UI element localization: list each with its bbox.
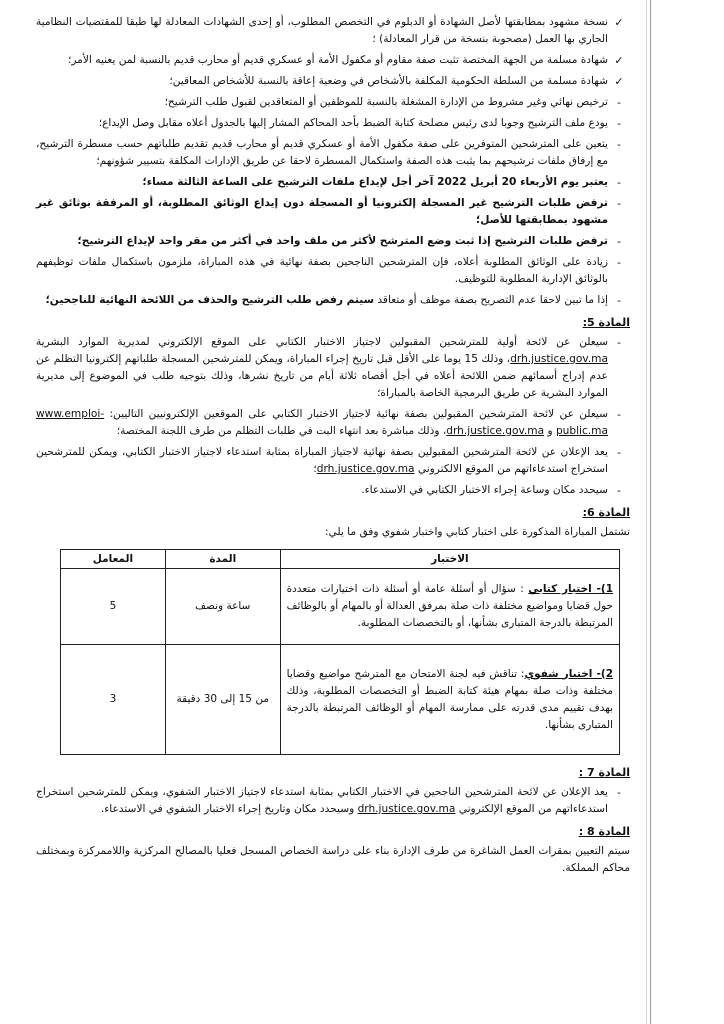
list-item-text: يعتبر يوم الأربعاء 20 أبريل 2022 آخر أجل لإيداع ملفات الترشيح على الساعة الثالثة مساء؛ — [142, 176, 608, 188]
list-marker: - — [617, 256, 621, 269]
article-7-heading: المادة 7 : — [578, 766, 630, 779]
list-item — [36, 254, 630, 288]
table-row — [61, 569, 620, 645]
article-5-item-text: يعد الإعلان عن لائحة المترشحين المقبولين بصفة نهائية لاجتياز المباراة بمثابة استدعاء لاجتياز الاختبار الكتابي، ويمكن للمترشحين استخراج استدعاءاتهم من الموقع الالكتروني — [36, 446, 608, 475]
list-marker: - — [617, 786, 621, 799]
exam-duration: من 15 إلى 30 دقيقة — [165, 645, 280, 755]
website-link[interactable]: drh.justice.gov.ma — [316, 463, 415, 475]
article-5-heading: المادة 5: — [582, 316, 630, 329]
margin-line — [650, 0, 651, 1024]
checkmark-icon: ✓ — [614, 75, 624, 88]
column-header-duration: المدة — [165, 550, 280, 569]
list-marker: - — [617, 96, 621, 109]
exam-table — [60, 549, 620, 755]
list-marker: - — [617, 176, 621, 189]
article-5-item-text: و — [544, 425, 556, 437]
exam-text: : تناقش فيه لجنة الامتحان مع المترشح مواضيع وقضايا مختلفة وذات صلة بمهام هيئة كتابة الضبط أو التخصصات المطلوبة، وذلك بهدف تقييم مدى قدرته على ممارسة المهام أو الوظائف المرتبطة بالدرجة المتبارى بشأنها. — [286, 667, 613, 731]
article-5-item-text: ، وذلك مباشرة بعد انتهاء البت في طلبات التظلم من طرف اللجنة المختصة؛ — [116, 425, 447, 437]
article-5-item — [36, 482, 630, 499]
exam-coefficient: 5 — [61, 569, 166, 645]
exam-text: : سؤال أو أسئلة عامة أو أسئلة ذات اختيارات متعددة حول قضايا ومواضيع مختلفة ذات صلة بمرفق العدالة أو بالمهام أو بالوظائف المرتبطة بالدرجة المتبارى بشأنها، أو بالتخصصات المطلوبة. — [286, 583, 613, 629]
list-marker: - — [617, 138, 621, 151]
list-item — [36, 195, 630, 229]
list-marker: - — [617, 336, 621, 349]
exam-label: 2)- اختبار شفوي — [524, 667, 613, 680]
list-item — [36, 14, 630, 48]
article-5-item-text: سيعلن عن لائحة أولية للمترشحين المقبولين لاجتياز الاختبار الكتابي على الموقع الإلكتروني لمديرية الموارد البشرية — [36, 336, 608, 348]
list-item-text: ترفض طلبات الترشيح إذا ثبت وضع المترشح لأكثر من ملف واحد في أكثر من مقر واحد لإيداع الترشيح؛ — [77, 235, 608, 247]
checkmark-icon: ✓ — [614, 16, 624, 29]
table-row — [61, 645, 620, 755]
website-link[interactable]: drh.justice.gov.ma — [446, 425, 545, 437]
table-header-row — [61, 550, 620, 569]
list-item — [36, 94, 630, 111]
list-item — [36, 52, 630, 69]
list-item-text: يودع ملف الترشيح وجوبا لدى رئيس مصلحة كتابة الضبط بأحد المحاكم المشار إليها بالجدول أعلاه مقابل وصل الإيداع؛ — [98, 117, 608, 129]
list-item-text: شهادة مسلمة من الجهة المختصة تثبت صفة مقاوم أو مكفول الأمة أو عسكري قديم أو محارب قديم بالنسبة لمن يعنيه الأمر؛ — [67, 54, 608, 66]
list-item — [36, 233, 630, 250]
exam-coefficient: 3 — [61, 645, 166, 755]
column-header-exam: الاختبار — [280, 550, 619, 569]
rejection-text: إذا ما تبين لاحقا عدم التصريح بصفة موظف أو متعاقد — [373, 294, 608, 306]
article-7-item — [36, 784, 630, 818]
article-5-item — [36, 334, 630, 402]
exam-description — [280, 569, 619, 645]
article-5-item-text: سيعلن عن لائحة المترشحين المقبولين بصفة نهائية لاجتياز الاختبار الكتابي على الموقعين الإلكترونيين التاليين: — [104, 408, 608, 420]
checkmark-icon: ✓ — [614, 54, 624, 67]
margin-line-inner — [646, 0, 647, 1024]
list-item-text: يتعين على المترشحين المتوفرين على صفة مكفول الأمة أو عسكري قديم أو محارب قديم تقديم طلباتهم حسب مسطرة الترشيح، مع إرفاق ملفات ترشيحهم بما يثبت هذه الصفة واستكمال المسطرة لاحقا عن طريق الإدارات المكلفة بتسيير شؤونهم؛ — [36, 138, 608, 167]
article-5-item-text: سيحدد مكان وساعة إجراء الاختبار الكتابي في الاستدعاء. — [361, 484, 608, 496]
article-6-heading: المادة 6: — [582, 506, 630, 519]
article-5-item — [36, 444, 630, 478]
website-link[interactable]: drh.justice.gov.ma — [357, 803, 456, 815]
website-link[interactable]: drh.justice.gov.ma — [510, 353, 608, 365]
list-item-text: زيادة على الوثائق المطلوبة أعلاه، فإن المترشحين الناجحين بصفة نهائية في هذه المباراة، ملزمون باستكمال ملفات توظيفهم بالوثائق الإدارية المطلوبة للتوظيف. — [36, 256, 608, 285]
list-item — [36, 136, 630, 170]
article-8-heading: المادة 8 : — [578, 825, 630, 838]
list-marker: - — [617, 408, 621, 421]
exam-label: 1)- اختبار كتابي — [528, 583, 613, 595]
exam-duration: ساعة ونصف — [165, 569, 280, 645]
article-8-text: سيتم التعيين بمقرات العمل الشاغرة من طرف الإدارة بناء على دراسة الخصاص المسجل فعليا بالمصالح المركزية واللاممركزة وبمختلف محاكم المملكة. — [36, 845, 630, 874]
article-7-text: وسيحدد مكان وتاريخ إجراء الاختبار الشفوي في الاستدعاء. — [100, 803, 358, 815]
list-marker: - — [617, 197, 621, 210]
article-5-item-text: ، وذلك 15 يوما على الأقل قبل تاريخ إجراء المباراة، ويمكن للمترشحين المسجلة طلباتهم إلكترونيا التظلم عن عدم إدراج أسمائهم ضمن اللائحة أعلاه في أجل أقصاه ثلاثة أيام من تاريخ نشرها، وذلك بتوجيه طلب في الموضوع إلى مديرية الموارد البشرية عن طريق البرمجية الخاصة بالمباراة؛ — [36, 353, 608, 399]
article-6-intro: تشتمل المباراة المذكورة على اختبار كتابي واختبار شفوي وفق ما يلي: — [324, 526, 630, 538]
rejection-text-bold: سيتم رفض طلب الترشيح والحذف من اللائحة النهائية للناجحين؛ — [45, 294, 374, 306]
list-item-text: شهادة مسلمة من السلطة الحكومية المكلفة بالأشخاص في وضعية إعاقة بالنسبة للأشخاص المعاقين؛ — [169, 75, 608, 87]
website-link[interactable]: www.emploi-public.ma — [36, 408, 608, 437]
list-item-text: نسخة مشهود بمطابقتها لأصل الشهادة أو الدبلوم في التخصص المطلوب، أو إحدى الشهادات المعادلة لها طبقا للمقتضيات النظامية الجاري بها العمل (مصحوبة بنسخة من قرار المعادلة) ؛ — [36, 16, 608, 45]
column-header-coefficient: المعامل — [61, 550, 166, 569]
article-5-item — [36, 406, 630, 440]
list-marker: - — [617, 446, 621, 459]
list-marker: - — [617, 117, 621, 130]
list-item-text: ترفض طلبات الترشيح غير المسجلة إلكترونيا أو المسجلة دون إيداع الوثائق المطلوبة، أو المرفقة بوثائق غير مشهود بمطابقتها للأصل؛ — [36, 197, 608, 226]
list-marker: - — [617, 235, 621, 248]
list-item — [36, 115, 630, 132]
document-page — [36, 14, 630, 883]
list-item — [36, 174, 630, 191]
list-marker: - — [617, 294, 621, 307]
rejection-item — [36, 292, 630, 309]
list-item — [36, 73, 630, 90]
requirements-list — [36, 14, 630, 288]
list-item-text: ترخيص نهائي وغير مشروط من الإدارة المشغلة بالنسبة للموظفين أو المتعاقدين لقبول طلب الترشيح؛ — [164, 96, 608, 108]
exam-description — [280, 645, 619, 755]
list-marker: - — [617, 484, 621, 497]
article-7-text: يعد الإعلان عن لائحة المترشحين الناجحين في الاختبار الكتابي بمثابة استدعاء لاجتياز الاختبار الشفوي، ويمكن للمترشحين استخراج استدعاءاتهم من الموقع الإلكتروني — [36, 786, 608, 815]
article-5-item-text: ؛ — [313, 463, 317, 475]
